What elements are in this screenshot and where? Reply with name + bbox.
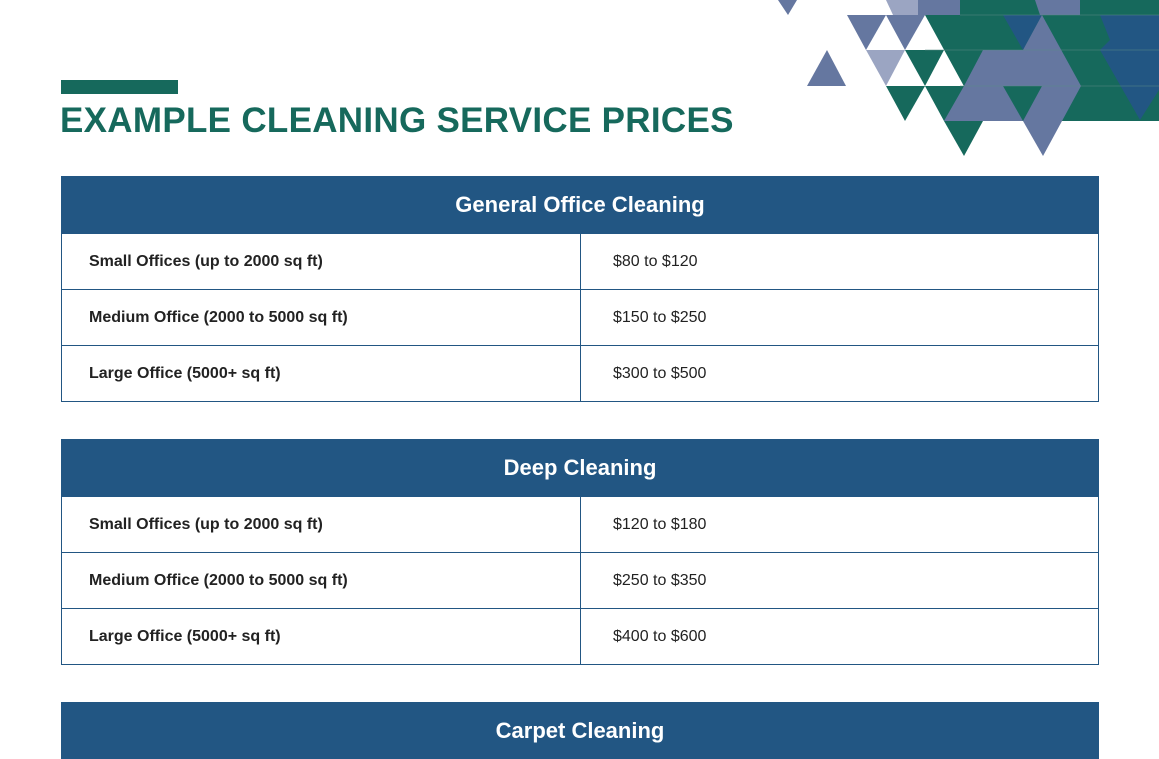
- row-label: Large Office (5000+ sq ft): [62, 346, 581, 402]
- page-title: EXAMPLE CLEANING SERVICE PRICES: [60, 101, 734, 140]
- table-row: [62, 290, 1099, 346]
- table-row: [62, 234, 1099, 290]
- row-price: $120 to $180: [581, 497, 1099, 553]
- price-section-general-office: [61, 176, 1099, 402]
- row-price: $400 to $600: [581, 609, 1099, 665]
- price-section-carpet-cleaning: [61, 702, 1099, 759]
- price-table: [61, 496, 1099, 665]
- table-row: [62, 346, 1099, 402]
- title-accent-bar: [61, 80, 178, 94]
- row-label: Medium Office (2000 to 5000 sq ft): [62, 553, 581, 609]
- row-price: $150 to $250: [581, 290, 1099, 346]
- row-label: Medium Office (2000 to 5000 sq ft): [62, 290, 581, 346]
- section-heading: General Office Cleaning: [61, 176, 1099, 233]
- table-row: [62, 609, 1099, 665]
- table-row: [62, 553, 1099, 609]
- section-heading: Deep Cleaning: [61, 439, 1099, 496]
- section-heading: Carpet Cleaning: [61, 702, 1099, 759]
- price-section-deep-cleaning: [61, 439, 1099, 665]
- row-price: $250 to $350: [581, 553, 1099, 609]
- price-table: [61, 233, 1099, 402]
- row-price: $80 to $120: [581, 234, 1099, 290]
- table-row: [62, 497, 1099, 553]
- row-price: $300 to $500: [581, 346, 1099, 402]
- row-label: Small Offices (up to 2000 sq ft): [62, 234, 581, 290]
- row-label: Small Offices (up to 2000 sq ft): [62, 497, 581, 553]
- row-label: Large Office (5000+ sq ft): [62, 609, 581, 665]
